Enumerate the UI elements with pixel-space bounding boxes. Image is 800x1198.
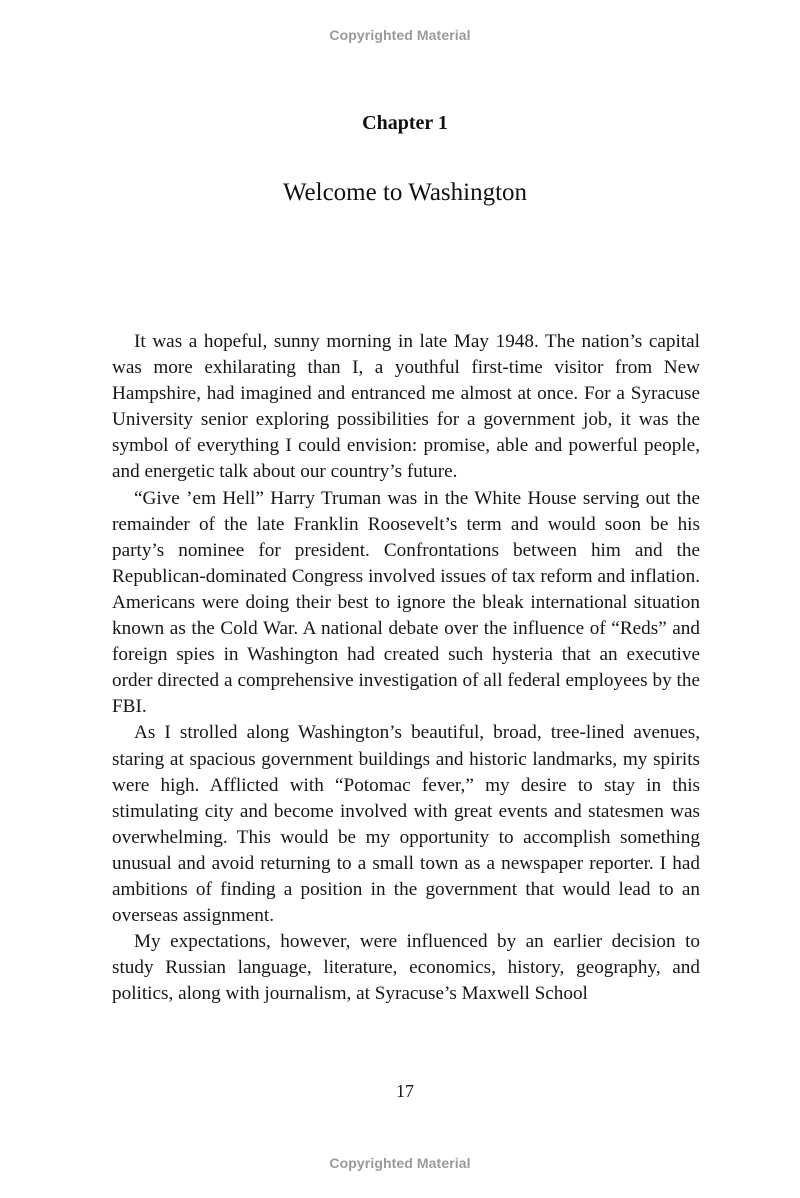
paragraph-3: As I strolled along Washington’s beautiful, broad, tree-lined avenues, staring at spacious government buildings and historic landmarks, my spirits were high. Afflicted with “Potomac fever,” my desire to stay in this stimulating city and become involved with great events and statesmen was overwhelming. This would be my opportunity to accomplish something unusual and avoid returning to a small town as a newspaper reporter. I had ambitions of finding a position in the government that would lead to an overseas assignment.: [112, 722, 700, 927]
paragraph-4: My expectations, however, were influenced by an earlier decision to study Russian language, literature, economics, history, geography, and politics, along with journalism, at Syracuse’s Maxwell School: [112, 931, 700, 1005]
paragraph-1: It was a hopeful, sunny morning in late May 1948. The nation’s capital was more exhilarating than I, a youthful first-time visitor from New Hampshire, had imagined and entranced me almost at once. For a Syracuse University senior exploring possibilities for a government job, it was the symbol of everything I could envision: promise, able and powerful people, and energetic talk about our country’s future.: [112, 331, 700, 483]
page-number: 17: [396, 1081, 414, 1101]
chapter-title: Welcome to Washington: [282, 179, 528, 206]
chapter-label: Chapter 1: [362, 112, 448, 134]
copyright-watermark-bottom: Copyrighted Material: [329, 1155, 471, 1171]
paragraph-2: “Give ’em Hell” Harry Truman was in the White House serving out the remainder of the late Franklin Roosevelt’s term and would soon be his party’s nominee for president. Confrontations between him and the Republican-dominated Congress involved issues of tax reform and inflation. Americans were doing their best to ignore the bleak international situation known as the Cold War. A national debate over the influence of “Reds” and foreign spies in Washington had created such hysteria that an executive order directed a comprehensive investigation of all federal employees by the FBI.: [112, 487, 700, 718]
copyright-watermark-top: Copyrighted Material: [329, 27, 471, 43]
chapter-body: [112, 329, 700, 1007]
